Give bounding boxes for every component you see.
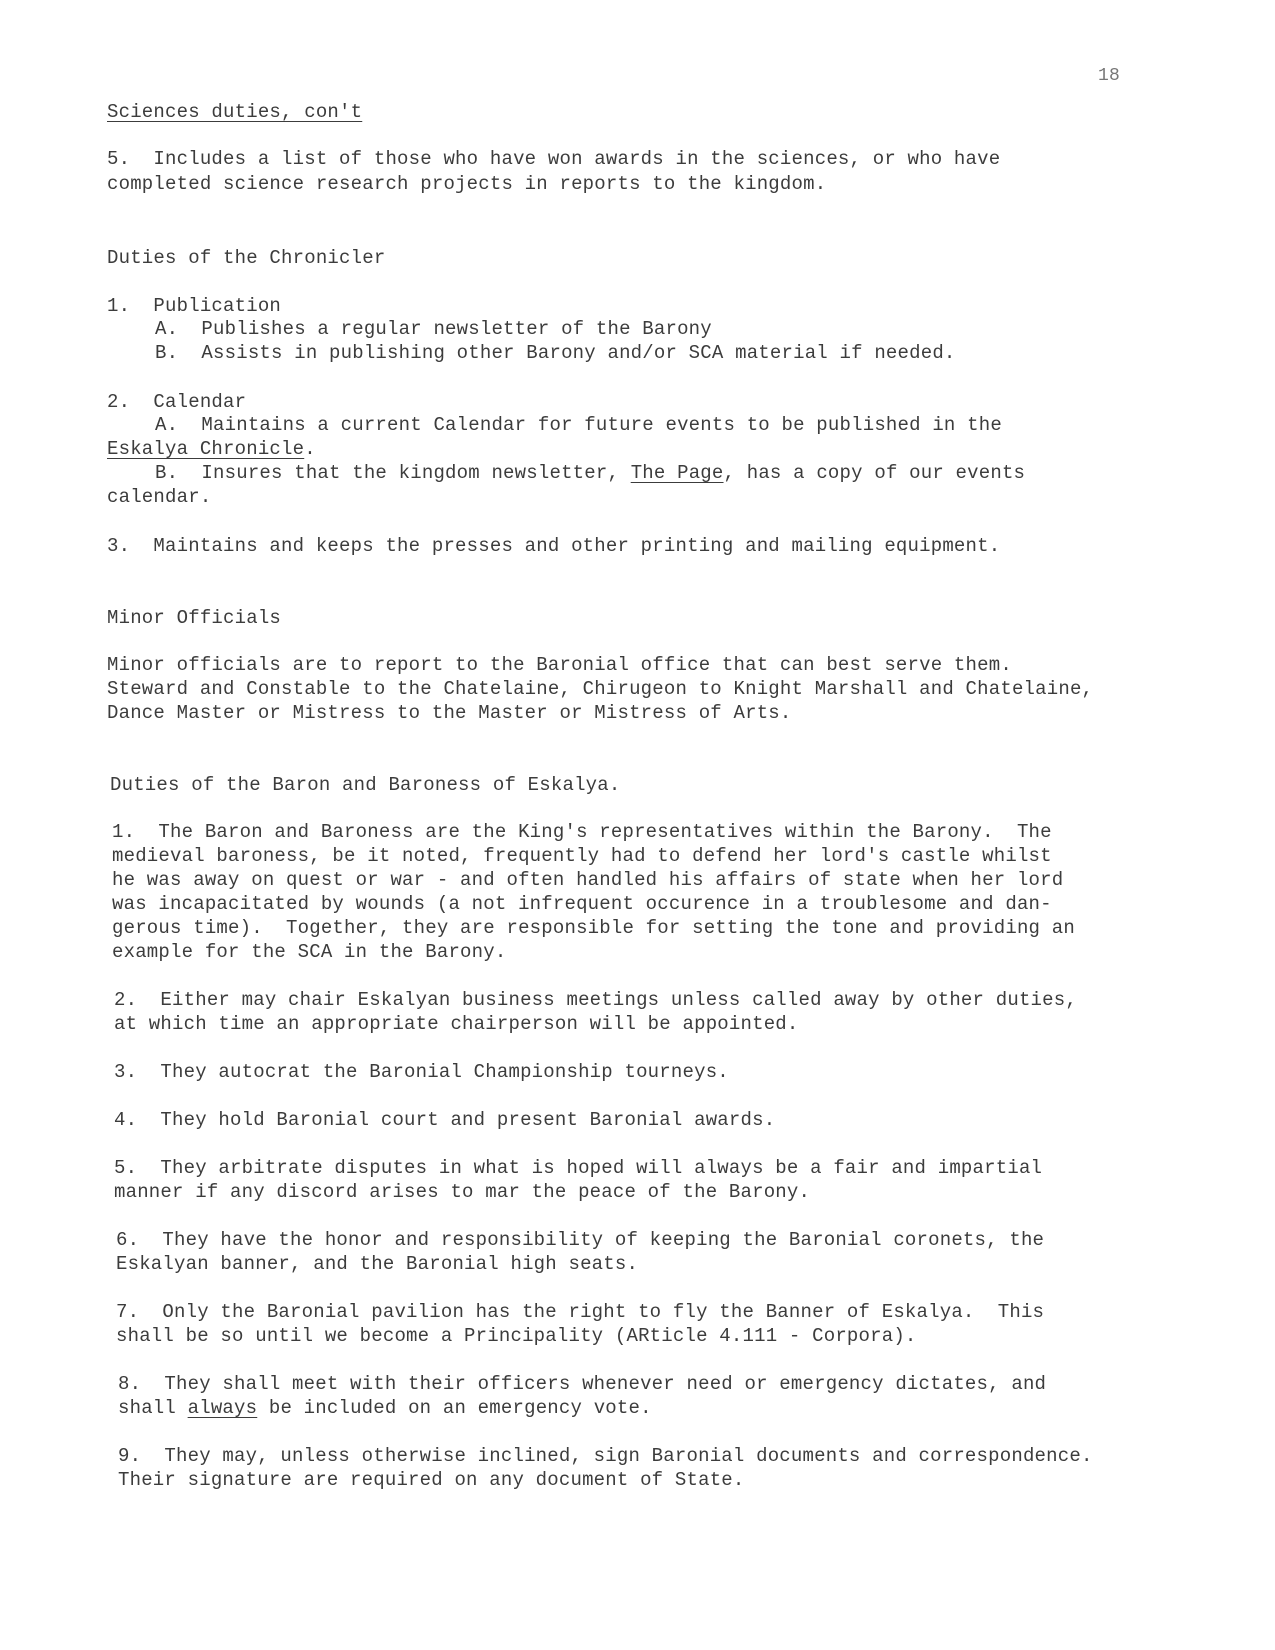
- baron-item-7-line-2: shall be so until we become a Principality (ARticle 4.111 - Corpora).: [116, 1325, 917, 1347]
- baron-item-8-line-1: 8. They shall meet with their officers whenever need or emergency dictates, and: [118, 1373, 1047, 1395]
- baron-item-5-line-1: 5. They arbitrate disputes in what is hoped will always be a fair and impartial: [114, 1157, 1043, 1179]
- chronicler-item-2a-continued: Eskalya Chronicle.: [107, 438, 316, 460]
- baron-heading: Duties of the Baron and Baroness of Eskalya.: [110, 774, 621, 796]
- baron-item-6-line-1: 6. They have the honor and responsibility of keeping the Baronial coronets, the: [116, 1229, 1045, 1251]
- minor-officials-heading: Minor Officials: [107, 607, 282, 629]
- baron-item-9-line-2: Their signature are required on any document of State.: [118, 1469, 745, 1491]
- section-header: Sciences duties, con't: [107, 101, 363, 123]
- minor-officials-line-3: Dance Master or Mistress to the Master or Mistress of Arts.: [107, 702, 792, 724]
- baron-item-1-line-1: 1. The Baron and Baroness are the King's representatives within the Barony. The: [112, 821, 1052, 843]
- chronicler-heading: Duties of the Chronicler: [107, 247, 386, 269]
- page-number: 18: [1098, 66, 1121, 86]
- chronicler-item-2-title: 2. Calendar: [107, 391, 247, 413]
- always-emphasis: always: [187, 1397, 258, 1419]
- baron-item-1-line-2: medieval baroness, be it noted, frequently had to defend her lord's castle whilst: [112, 845, 1052, 867]
- chronicler-item-1-title: 1. Publication: [107, 295, 282, 317]
- chronicler-item-2b-continued: calendar.: [107, 486, 212, 508]
- baron-item-8-line-2: shall always be included on an emergency vote.: [118, 1397, 652, 1419]
- the-page-title: The Page: [630, 462, 724, 484]
- sciences-item-5-line-1: 5. Includes a list of those who have won awards in the sciences, or who have: [107, 148, 1001, 170]
- chronicler-item-2b: B. Insures that the kingdom newsletter, The Page, has a copy of our events: [155, 462, 1026, 484]
- baron-item-2-line-1: 2. Either may chair Eskalyan business meetings unless called away by other duties,: [114, 989, 1077, 1011]
- baron-item-4: 4. They hold Baronial court and present Baronial awards.: [114, 1109, 776, 1131]
- baron-item-6-line-2: Eskalyan banner, and the Baronial high seats.: [116, 1253, 639, 1275]
- baron-item-1-line-3: he was away on quest or war - and often handled his affairs of state when her lord: [112, 869, 1064, 891]
- sciences-item-5-line-2: completed science research projects in reports to the kingdom.: [107, 173, 827, 195]
- eskalya-chronicle-title: Eskalya Chronicle: [107, 438, 305, 460]
- baron-item-7-line-1: 7. Only the Baronial pavilion has the right to fly the Banner of Eskalya. This: [116, 1301, 1045, 1323]
- baron-item-3: 3. They autocrat the Baronial Championship tourneys.: [114, 1061, 729, 1083]
- chronicler-item-1a: A. Publishes a regular newsletter of the Barony: [155, 318, 712, 340]
- baron-item-1-line-6: example for the SCA in the Barony.: [112, 941, 507, 963]
- chronicler-item-3: 3. Maintains and keeps the presses and other printing and mailing equipment.: [107, 535, 1001, 557]
- baron-item-5-line-2: manner if any discord arises to mar the peace of the Barony.: [114, 1181, 811, 1203]
- baron-item-1-line-4: was incapacitated by wounds (a not infrequent occurence in a troublesome and dan-: [112, 893, 1052, 915]
- baron-item-1-line-5: gerous time). Together, they are responsible for setting the tone and providing an: [112, 917, 1075, 939]
- chronicler-item-1b: B. Assists in publishing other Barony and/or SCA material if needed.: [155, 342, 956, 364]
- chronicler-item-2a: A. Maintains a current Calendar for future events to be published in the: [155, 414, 1002, 436]
- minor-officials-line-1: Minor officials are to report to the Baronial office that can best serve them.: [107, 654, 1012, 676]
- minor-officials-line-2: Steward and Constable to the Chatelaine, Chirugeon to Knight Marshall and Chatelaine,: [107, 678, 1094, 700]
- baron-item-9-line-1: 9. They may, unless otherwise inclined, sign Baronial documents and correspondence.: [118, 1445, 1093, 1467]
- baron-item-2-line-2: at which time an appropriate chairperson will be appointed.: [114, 1013, 799, 1035]
